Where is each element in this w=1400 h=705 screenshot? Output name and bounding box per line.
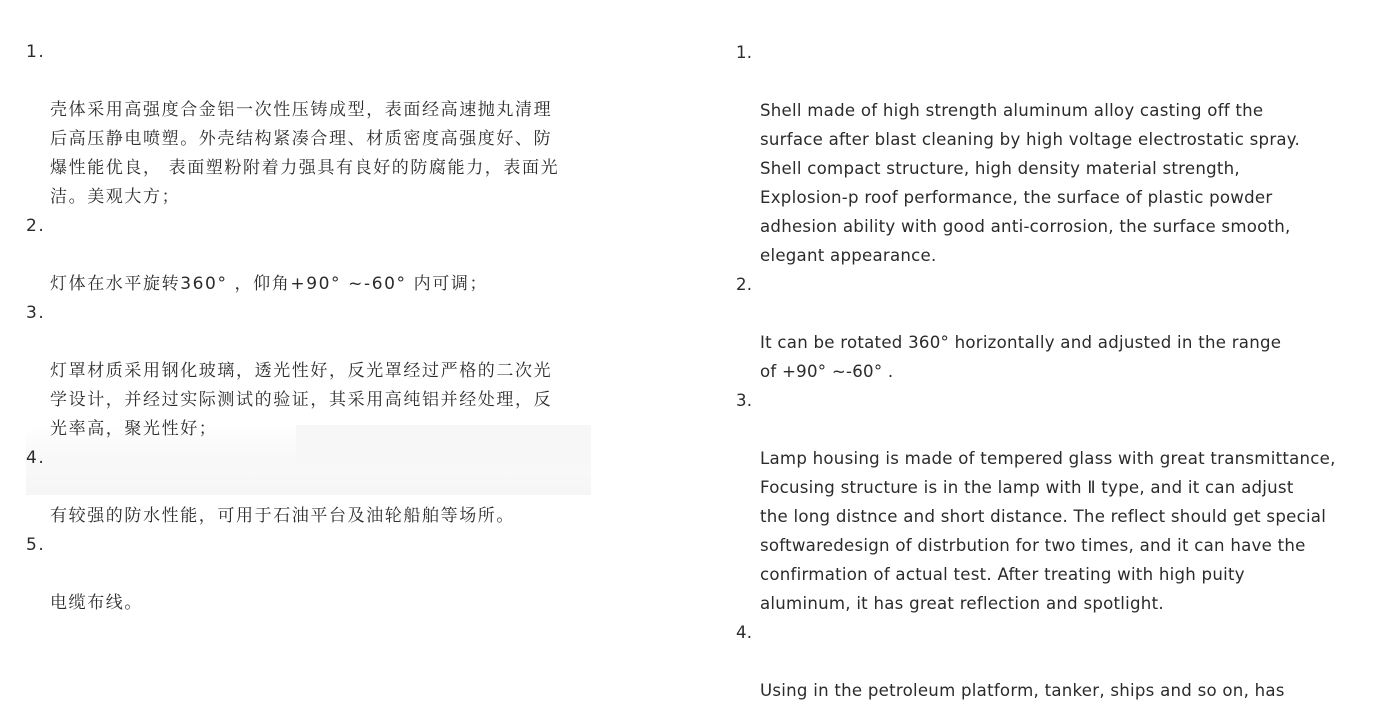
item-number: 2. xyxy=(736,275,753,294)
item-number: 3. xyxy=(736,391,753,410)
item-text: 壳体采用高强度合金铝一次性压铸成型，表面经高速抛丸清理 后高压静电喷塑。外壳结构紧凑合理、材质密度高强度好、防 爆性能优良， 表面塑粉附着力强具有良好的防腐能力，表面光 洁。美观大方； xyxy=(50,100,560,207)
english-feature-item-4 xyxy=(736,618,1386,705)
item-text: 电缆布线。 xyxy=(50,593,143,613)
item-text: Using in the petroleum platform, tanker, ships and so on, has xyxy=(760,681,1285,700)
chinese-feature-item-4 xyxy=(26,444,676,531)
english-feature-item-2 xyxy=(736,270,1386,386)
item-number: 5. xyxy=(26,535,46,555)
chinese-feature-list xyxy=(26,38,676,618)
item-text: It can be rotated 360° horizontally and adjusted in the range of +90° ~-60° . xyxy=(760,333,1282,381)
item-number: 1. xyxy=(736,43,753,62)
item-number: 3. xyxy=(26,303,46,323)
item-text: 灯罩材质采用钢化玻璃，透光性好，反光罩经过严格的二次光 学设计，并经过实际测试的验证，其采用高纯铝并经处理，反 光率高，聚光性好； xyxy=(50,361,553,439)
english-feature-item-1 xyxy=(736,38,1386,270)
chinese-feature-item-1 xyxy=(26,38,676,212)
item-number: 4. xyxy=(26,448,46,468)
english-feature-list xyxy=(736,38,1386,705)
english-feature-item-3 xyxy=(736,386,1386,618)
item-text: Lamp housing is made of tempered glass with great transmittance, Focusing structure is in the lamp with Ⅱ type, and it can adjust the long distnce and short distance. The reflect should get special softwaredesign of distrbution for two times, and it can have the confirmation of actual test. After treating with high puity aluminum, it has great reflection and spotlight. xyxy=(760,449,1336,613)
item-number: 2. xyxy=(26,216,46,236)
chinese-feature-item-3 xyxy=(26,299,676,444)
item-number: 1. xyxy=(26,42,46,62)
item-text: 有较强的防水性能，可用于石油平台及油轮船舶等场所。 xyxy=(50,506,515,526)
item-text: 灯体在水平旋转360° ，仰角+90° ~-60° 内可调； xyxy=(50,274,489,294)
item-text: Shell made of high strength aluminum alloy casting off the surface after blast cleaning by high voltage electrostatic spray. Shell compact structure, high density material strength, Explosion-p roof performance, the surface of plastic powder adhesion ability with good anti-corrosion, the surface smooth, elegant appearance. xyxy=(760,101,1301,265)
item-number: 4. xyxy=(736,623,753,642)
chinese-feature-item-5 xyxy=(26,531,676,618)
chinese-feature-item-2 xyxy=(26,212,676,299)
